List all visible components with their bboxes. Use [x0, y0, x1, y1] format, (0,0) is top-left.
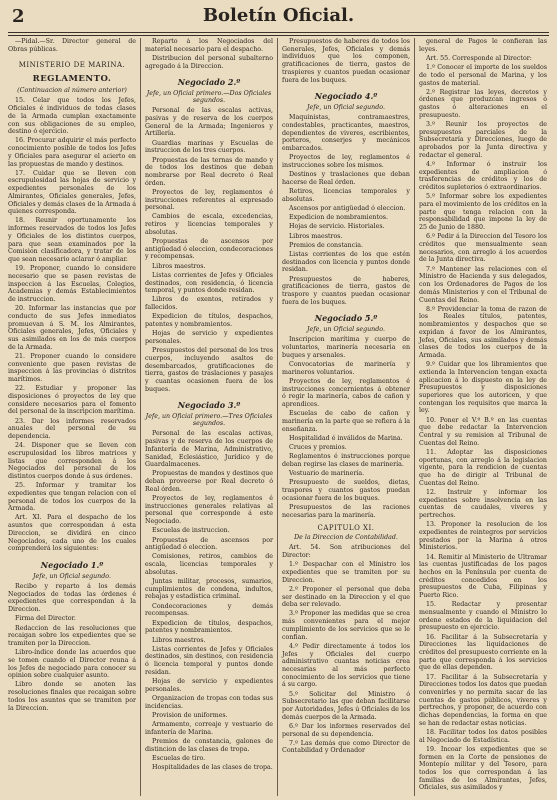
paragraph: Destinos y traslaciones que deban hacerse de Real órden. [282, 171, 410, 186]
paragraph: Escuelas de instruccion. [152, 527, 230, 535]
paragraph: 20. Informar las instancias que por conducto de sus Jefes inmediatos promuevan á S. M. los Almirantes, Oficiales generales, Jefes, Oficiales y sus asimilados en los de más cuerpos de la Armada. [8, 305, 136, 351]
negociado-3-subtitle: Jefe, un Oficial primero.—Tres Oficiales segundos. [145, 413, 273, 428]
negociado-4-title: Negociado 4.º [314, 91, 378, 102]
paragraph: Listas corrientes de Jefes y Oficiales destinados, con residencia, ó licencia temporal, y puntos donde residan. [145, 271, 273, 295]
paragraph: 14. Remitir al Ministerio de Ultramar las cuentas justificadas de los pagos hechos en la Península por cuenta de créditos concedidos en los presupuestos de Cuba, Filipinas y Puerto Rico. [419, 553, 547, 600]
paragraph: Condecoraciones y demás recompensas. [145, 602, 273, 618]
paragraph: Propuestas de las ternas de mando y de todos los destinos que deban nombrarse por Real decreto ó Real órden. [145, 156, 273, 187]
article-55: Art. 55. Corresponde al Director: [426, 54, 532, 62]
paragraph: Juntas militar, procesos, sumarios, cumplimientos de condena, indultos, rebajas y estadística criminal. [145, 578, 273, 601]
paragraph: Art. 54. Son atribuciones del Director: [282, 544, 410, 560]
negociado-3-title: Negociado 3.º [177, 400, 241, 411]
paragraph: Presupuestos de haberes, gratificaciones de tierra, gastos de traspore y cuantos puedan ocasionar fuera de los buques. [282, 275, 410, 306]
paragraph: 21. Proponer cuando lo considere conveniente que pasen revistas de inspeccion á las provincias ó distritos marítimos. [8, 352, 136, 384]
paragraph: Presupuestos del personal de los tres cuerpos, incluyendo asaltos de desembarcados, gratificaciones de tierra, gastos de traslaciones y pasajes y cuantas ocasionen fuera de los buques. [145, 347, 273, 393]
paragraph: Proyectos de ley, reglamentos é instrucciones sobre los mismos. [282, 154, 410, 169]
paragraph: Listas corrientes de los que estén destinados con licencia y puntos donde residan. [282, 250, 410, 274]
paragraph: Hojas de servicio. Historiales. [289, 223, 385, 231]
negociado-2-title: Negociado 2.º [177, 77, 241, 88]
chapter-title: CAPITULO XI. [317, 524, 375, 533]
paragraph: 12. Instruir y informar los expedientes sobre insolvencia en las cuentas de caudales, viveres y pertrechos. [419, 488, 547, 519]
paragraph: Escuelas de cabo de cañon y marinería en la parte que se refiera á la enseñanza. [282, 410, 410, 433]
negociado-2-subtitle: Jefe, un Oficial primero.—Dos Oficiales segundos. [146, 90, 272, 105]
header-rule [8, 32, 549, 33]
column-3-paragraphs-0 [282, 38, 410, 84]
column-4 [414, 38, 551, 796]
paragraph: Expedicion de nombramientos. [289, 214, 389, 222]
paragraph: Expedicion de títulos, despachos, patentes y nombramientos. [145, 313, 273, 329]
paragraph: Firma del Director. [15, 615, 76, 623]
paragraph: Libros maestros. [152, 262, 206, 270]
paragraph: Convocatorias de marinería y marineros voluntarios. [282, 361, 410, 376]
columns [8, 38, 551, 796]
paragraph: 19. Incoar los expedientes que se formen en la Corte de pensiones de Montepío militar y del Tesoro, para todos los que correspondan á las familias de los Almirantes, Jefes, Oficiales, sus asimilados y [419, 745, 547, 792]
paragraph: Reglamentos é instrucciones porque deban regirse las clases de marinería. [282, 453, 410, 468]
paragraph: Premios de constancia. [289, 241, 363, 249]
paragraph: 9.º Cuidar que los libramientos que extienda la Intervencion tengan exacta aplicacion á lo dispuesto en la ley de Presupuestos y disposiciones superiores que los autoricen, y que contengan los requisitos que marca la ley. [419, 361, 547, 415]
paragraph: Inscripcion marítima y cuerpo de voluntarios, marinería necesaria en buques y arsenales. [282, 336, 410, 359]
paragraph: Presupuesto de sueldos, dietas, traspores y cuantos gastos puedan ocasionar fuera de los buques. [282, 479, 410, 502]
paragraph: Proyectos de ley, reglamentos é instrucciones concernientes á obtener ó regir la marinería, cabos de cañon y aprendices. [282, 377, 410, 409]
paragraph: Cruces y premios. [289, 444, 347, 452]
paragraph: 19. Proponer, cuando lo considere necesario que se pasen revistas de inspeccion á las Escuelas, Colegios, Academias y demás Establecimientos de instruccion. [8, 265, 136, 303]
paragraph: Organizacion de tropas con todas sus incidencias. [145, 694, 273, 710]
paragraph: Vestuario de marinería. [289, 470, 365, 478]
negociado-1-subtitle: Jefe, un Oficial segundo. [33, 572, 111, 580]
paragraph: Propuestas de ascensos por antigüedad ó eleccion, condecoraciones y recompensas. [145, 238, 273, 261]
paragraph: Hospitalidades de las clases de tropa. [152, 764, 273, 772]
column-2-paragraphs-2 [145, 430, 273, 771]
paragraph: Provision de uniformes. [152, 711, 228, 719]
paragraph: Reparto á los Negociados del material necesario para el despacho. [145, 38, 273, 53]
paragraph: Libros maestros. [289, 232, 343, 240]
paragraph: Hojas de servicio y expedientes personales. [145, 330, 273, 345]
paragraph: 23. Dar los informes reservados anuales del personal de su dependencia. [8, 417, 136, 440]
page-header [8, 4, 549, 34]
section-title: REGLAMENTO. [32, 74, 112, 85]
paragraph: Personal de las escalas activas, pasivas y de reserva de los cuerpos de Infantería de Marina, Administrativo, Sanidad, Eclesiástico, Jurídico y de Guardalmacenes. [145, 430, 273, 469]
paragraph: 5.º Solicitar del Ministro ó Subsecretario las que deban facilitarse por Autoridades, Jefes ú Oficiales de los demás cuerpos de la Armada. [282, 690, 410, 721]
paragraph: Recibo y reparto á los demás Negociados de todas las órdenes é expedientes que correspondan á la Direccion. [8, 582, 136, 614]
paragraph: Premios de constancia, galones de distincion de las clases de tropa. [145, 737, 273, 753]
paragraph: 17. Facilitar á la Subsecretaría y Direcciones todos los datos que puedan convenirles y no permita sacar de las cuentas de gastos públicos, viveres y pertrechos, y proponer, de acuerdo con dichas dependencias, la forma en que se han de redactar estas noticias. [419, 673, 547, 727]
column-3-paragraphs-3 [282, 544, 410, 755]
paragraph: Proyectos de ley, reglamentos é instrucciones generales relativas al personal que corresponde á este Negociado. [145, 495, 273, 526]
paragraph: Propuestas de ascensos por antigüedad ó eleccion. [145, 536, 273, 552]
paragraph: Cambios de escala, excedencias, retiros y licencias temporales y absolutas. [145, 213, 273, 236]
paragraph: Libros de exentos, retirados y fallecidos. [145, 296, 273, 312]
chapter-subtitle: De la Direccion de Contabilidad. [294, 534, 398, 542]
paragraph: 13. Proponer la resolucion de los expedientes de reintegros por servicios prestados por la Marina á otros Ministerios. [419, 521, 547, 552]
paragraph: Redaccion de las resoluciones que recaigan sobre los expedientes que se tramiten por la Direccion. [8, 624, 136, 647]
paragraph: 4.º Informar ó instruir los expedientes de ampliacion ó trasferencias de créditos y los de créditos supletorios ó extraordinarios. [419, 161, 547, 192]
paragraph: Listas corrientes de Jefes y Oficiales destinados, sin destinos, con residencia ó licencia temporal y puntos donde residan. [145, 645, 273, 676]
paragraph: Hospitalidad é inválidos de Marina. [289, 434, 403, 442]
paragraph: 4.º Pedir directamente á todos los Jefes y Oficiales del cuerpo administrativo cuantas noticias crea necesarias al más perfecto conocimiento de los servicios que tiene á su cargo. [282, 642, 410, 689]
paragraph: 2.º Registrar las leyes, decretos y órdenes que produzcan ingresos ó gastos ó alteraciones en el presupuesto. [419, 88, 547, 119]
paragraph: Libro-índice donde las acuerdos que se tomen cuando el Director reuna á los Jefes de negociado para conocer su opinion sobre cualquier asunto. [8, 649, 136, 680]
ministry-heading: MINISTERIO DE MARINA. [18, 61, 126, 70]
intro-text: —Pidal.—Sr. Director general de Obras públicas. [8, 38, 136, 53]
section-subtitle: (Continuacion al número anterior) [17, 87, 127, 95]
paragraph: 15. Redactar y presentar mensualmente y cuando el Ministro lo ordene estados de la liquidacion del presupuesto en ejercicio. [419, 601, 547, 632]
paragraph: 17. Cuidar que se lleven con escrupulosidad las hojas de servicio y expedientes personales de los Almirantes, Oficiales generales, Jefes, Oficiales y demás clases de la Armada á quienes corresponda. [8, 169, 136, 216]
paragraph: general de Pagos le confieran las leyes. [419, 38, 547, 53]
header-rule-2 [8, 35, 549, 36]
negociado-5-subtitle: Jefe, un Oficial segundo. [307, 326, 385, 334]
negociado-1-title: Negociado 1.º [40, 559, 104, 570]
column-1-paragraphs [8, 97, 136, 553]
paragraph: Libros maestros. [152, 636, 206, 644]
column-1-paragraphs-2 [8, 583, 136, 712]
column-3-paragraphs [282, 114, 410, 306]
paragraph: Ascensos por antigüedad ó eleccion. [289, 204, 406, 212]
paragraph: 22. Estudiar y proponer las disposiciones ó proyectos de ley que considere necesarios para el fomento del personal de la inscripcion marítima. [8, 385, 136, 416]
page-number: 2 [12, 6, 25, 27]
paragraph: Expedicion de títulos, despachos, patentes y nombramientos. [145, 619, 273, 635]
paragraph: Libro donde se anoten las resoluciones finales que recaigan sobre todos los asuntos que se tramiten por la Direccion. [8, 681, 136, 712]
column-4-paragraphs-0 [419, 38, 547, 53]
paragraph: Distribucion del personal subalterno agregado á la Direccion. [145, 54, 273, 70]
newspaper-title: Boletín Oficial. [202, 5, 355, 26]
paragraph: 3.º Proponer las medidas que se crea más convenientes para el mejor cumplimiento de los servicios que se le confian. [282, 610, 410, 641]
paragraph: Proyectos de ley, reglamentos é instrucciones referentes al expresado personal. [145, 188, 273, 212]
paragraph: 11. Adoptar las disposiciones oportunas, con arreglo á la legislacion vigente, para la rendicion de cuentas que ha de dirigir al Tribunal de Cuentas del Reino. [419, 448, 547, 487]
paragraph: 15. Celar que todos los Jefes, Oficiales é individuos de todas clases de la Armada cumplan exactamente con sus obligaciones de su empleo, destino ó ejercicio. [8, 97, 136, 136]
paragraph: 7.º Las demás que como Director de Contabilidad y Ordenador [282, 739, 410, 755]
paragraph: 16. Facilitar á la Subsecretaría y Direcciones las liquidaciones de créditos del presupuesto corriente en la parte que corresponda á los servicios que de ellas dependen. [419, 633, 548, 672]
paragraph: 16. Procurar adquirir el más perfecto conocimiento posible de todos los Jefes y Oficiales para asegurar el acierto en las propuestas de mando y destinos. [8, 137, 136, 168]
column-2-paragraphs-0 [145, 38, 273, 70]
paragraph: 24. Disponer que se lleven con escrupulosidad los libros matrices y listas que corresponden á los Negociados del personal de los distintos cuerpos donde á sus órdenes. [8, 442, 136, 480]
paragraph: Escuelas de tiro. [152, 754, 206, 762]
column-1 [8, 38, 140, 796]
paragraph: Guardias marinas y Escuelas de instruccion de los tres cuerpos. [145, 139, 273, 155]
paragraph: Propuestas de mandos y destinos que deban proveerse por Real decreto ó Real órden. [145, 470, 273, 493]
paragraph: 7.º Mantener las relaciones con el Ministro de Hacienda y sus delegados, con los Ordenadores de Pagos de los demás Ministerios y con el Tribunal de Cuentas del Reino. [419, 265, 547, 304]
column-2 [140, 38, 277, 796]
column-3 [277, 38, 414, 796]
column-2-paragraphs [145, 107, 273, 393]
paragraph: 25. Informar y tramitar los expedientes que tengan relacion con el personal de todos los cuerpos de la Armada. [8, 482, 136, 513]
negociado-5-title: Negociado 5.º [314, 313, 378, 324]
paragraph: Retiros, licencias temporales y absolutas. [282, 188, 410, 203]
paragraph: Hojas de servicio y expedientes personales. [145, 678, 273, 693]
paragraph: Armamento, correaje y vestuario de infantería de Marina. [145, 721, 273, 736]
paragraph: 3.º Reunir los proyectos de presupuestos parciales de la Subsecretaría y Direcciones, luego de aprobados por la Junta directiva y redactar el general. [419, 121, 547, 159]
column-4-items [419, 64, 547, 792]
paragraph: 6.º Dar los informes reservados del personal de su dependencia. [282, 722, 410, 738]
paragraph: Maquinistas, contramaestres, condestables, practicantes, maestros, dependientes de viveres, escribientes, porteros, conserjes y mecánicos embarcados. [282, 114, 410, 153]
paragraph: 2.º Proponer el personal que deba ser destinado en la Direccion y el que deba ser relevado. [282, 585, 410, 609]
paragraph: 18. Reunir oportunamente los informes reservados de todos los Jefes y Oficiales de los distintos cuerpos, para que sean examinados por la Comision clasificadora, y tratar de los que sean necesario aclarar ó ampliar. [8, 217, 136, 263]
negociado-4-subtitle: Jefe, un Oficial segundo. [307, 104, 385, 112]
paragraph: Art. XI. Para el despacho de los asuntos que correspondan á esta Direccion, se dividirá en cinco Negociados, cada uno de los cuales comprenderá los siguientes: [8, 514, 136, 553]
paragraph: 5.º Informar sobre los expedientes para el movimiento de los créditos en la parte que tenga relacion con la responsabilidad que impone la ley de 25 de Junio de 1880. [419, 193, 547, 232]
paragraph: 8.º Providenciar la toma de razon de los Reales títulos, patentes, nombramientos y despachos que se expidan á favor de los Almirantes, Jefes, Oficiales, sus asimilados y demás clases de todos los cuerpos de la Armada. [419, 305, 547, 359]
paragraph: 1.º Despachar con el Ministro los expedientes que se tramiten por su Direccion. [282, 561, 410, 584]
paragraph: Presupuestos de las raciones necesarias para la marinería. [282, 503, 410, 519]
paragraph: 6.º Pedir á la Direccion del Tesoro los créditos que mensualmente sean necesarios, con arreglo á los acuerdos de la Junta directiva. [419, 233, 547, 264]
column-3-paragraphs-2 [282, 336, 410, 519]
paragraph: 18. Facilitar todos los datos posibles al Negociado de Estadística. [419, 728, 547, 744]
paragraph: 10. Poner el V.º B.º en las cuentas que debe redactar la Intervencion Central y su remision al Tribunal de Cuentas del Reino. [419, 416, 547, 447]
paragraph: Comisiones, retiros, cambios de escala, licencias temporales y absolutas. [145, 553, 273, 576]
paragraph: 1.º Conocer el importe de los sueldos de todo el personal de Marina, y los gastos de material. [419, 64, 547, 87]
paragraph: Presupuestos de haberes de todos los Generales, Jefes, Oficiales y demás individuos que los componen, gratificaciones de tierra, gastos de traspieres y cuantos puedan ocasionar fuera de los buques. [282, 38, 410, 84]
paragraph: Personal de las escalas activas, pasivas y de reserva de los cuerpos General de la Armada; Ingenieros y Artillería. [145, 107, 273, 138]
